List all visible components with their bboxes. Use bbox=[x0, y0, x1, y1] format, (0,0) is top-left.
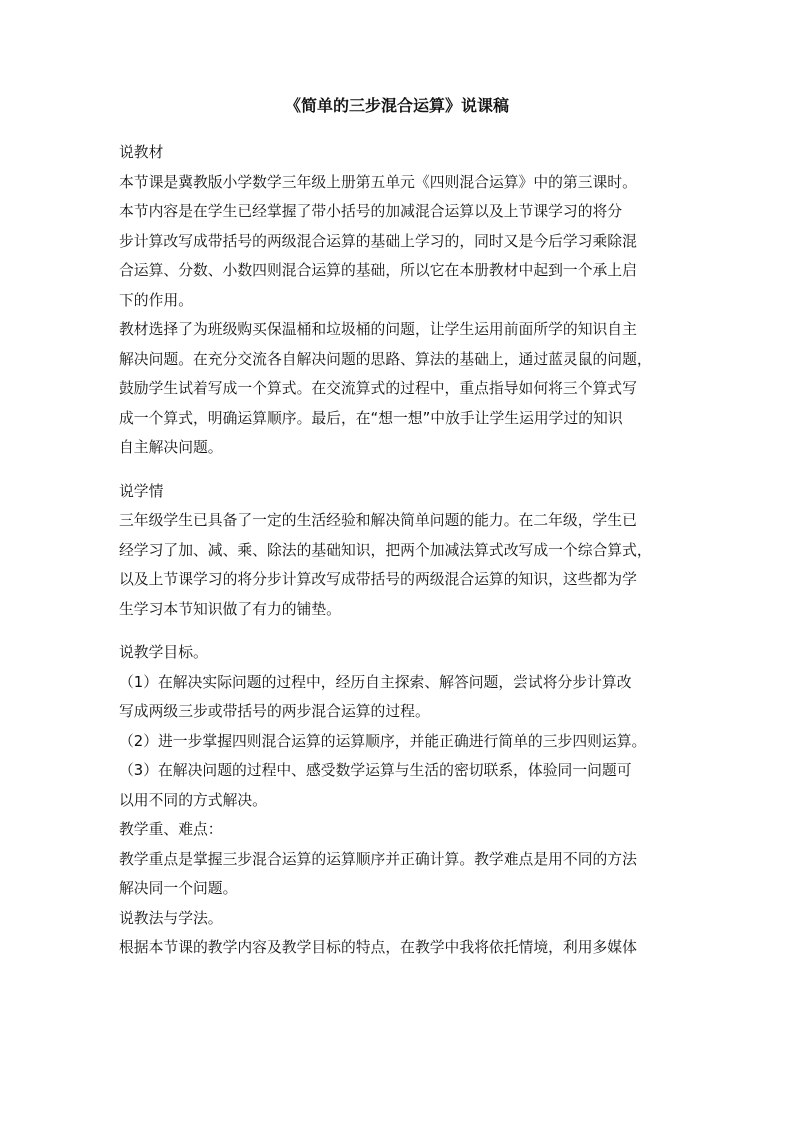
paragraph-line: 根据本节课的教学内容及教学目标的特点，在教学中我将依托情境，利用多媒体 bbox=[119, 939, 637, 956]
paragraph-line: 教学重点是掌握三步混合运算的运算顺序并正确计算。教学难点是用不同的方法 bbox=[119, 850, 637, 868]
paragraph-line: 三年级学生已具备了一定的生活经验和解决简单问题的能力。在二年级，学生已 bbox=[119, 512, 637, 529]
section-heading-keypoints: 教学重、难点： bbox=[119, 821, 223, 838]
paragraph-line: 解决同一个问题。 bbox=[119, 880, 238, 897]
goal-item-line: （1）在解决实际问题的过程中，经历自主探索、解答问题，尝试将分步计算改 bbox=[119, 673, 632, 691]
paragraph-line: 成一个算式，明确运算顺序。最后，在“想一想”中放手让学生运用学过的知识 bbox=[119, 409, 623, 427]
goal-item-line: 以用不同的方式解决。 bbox=[119, 791, 267, 809]
paragraph-line: 本节内容是在学生已经掌握了带小括号的加减混合运算以及上节课学习的将分 bbox=[119, 203, 623, 220]
paragraph-line: 自主解决问题。 bbox=[119, 439, 223, 456]
document-title: 《简单的三步混合运算》说课稿 bbox=[284, 96, 509, 115]
paragraph-line: 鼓励学生试着写成一个算式。在交流算式的过程中，重点指导如何将三个算式写 bbox=[119, 380, 637, 397]
section-spacer bbox=[119, 624, 684, 638]
paragraph-line: 教材选择了为班级购买保温桶和垃圾桶的问题，让学生运用前面所学的知识自主 bbox=[119, 321, 637, 338]
section-heading-students: 说学情 bbox=[119, 482, 164, 500]
section-heading-goals: 说教学目标。 bbox=[119, 644, 208, 661]
paragraph-line: 合运算、分数、小数四则混合运算的基础，所以它在本册教材中起到一个承上启 bbox=[119, 262, 637, 279]
paragraph-line: 生学习本节知识做了有力的铺垫。 bbox=[119, 600, 341, 618]
document-body bbox=[119, 138, 684, 963]
section-heading-textbook: 说教材 bbox=[119, 144, 164, 161]
paragraph-line: 解决问题。在充分交流各自解决问题的思路、算法的基础上，通过蓝灵鼠的问题， bbox=[119, 350, 652, 368]
paragraph-line: 以及上节课学习的将分步计算改写成带括号的两级混合运算的知识，这些都为学 bbox=[119, 571, 637, 588]
goal-item-line: 写成两级三步或带括号的两步混合运算的过程。 bbox=[119, 703, 430, 720]
paragraph-line: 步计算改写成带括号的两级混合运算的基础上学习的，同时又是今后学习乘除混 bbox=[119, 232, 637, 250]
section-spacer bbox=[119, 463, 684, 477]
paragraph-line: 经学习了加、减、乘、除法的基础知识，把两个加减法算式改写成一个综合算式， bbox=[119, 541, 652, 559]
paragraph-line: 下的作用。 bbox=[119, 291, 193, 309]
goal-item-line: （3）在解决问题的过程中、感受数学运算与生活的密切联系，体验同一问题可 bbox=[119, 762, 632, 779]
paragraph-line: 本节课是冀教版小学数学三年级上册第五单元《四则混合运算》中的第三课时。 bbox=[119, 173, 637, 191]
goal-item-line: （2）进一步掌握四则混合运算的运算顺序，并能正确进行简单的三步四则运算。 bbox=[119, 732, 647, 750]
section-heading-methods: 说教法与学法。 bbox=[119, 909, 223, 927]
